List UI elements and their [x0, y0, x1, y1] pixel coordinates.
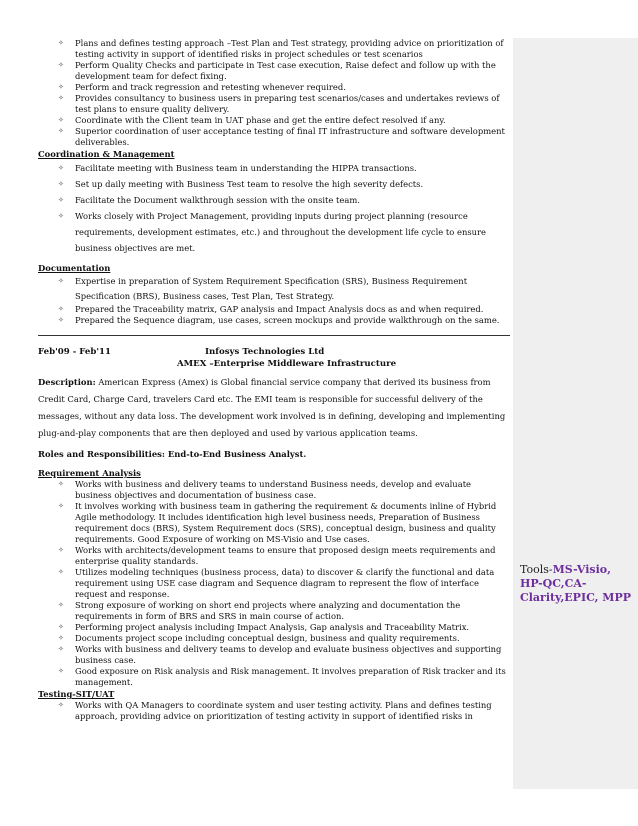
star-bullet-icon: ✧: [58, 83, 64, 91]
list-item: ✧ Works with QA Managers to coordinate system and user testing activity. Plans and defines testing approach, providing advice on prioritization of testing activity in support of identified risks in: [58, 700, 492, 721]
list-item: ✧ It involves working with business team in gathering the requirement & documents inline of Hybrid Agile methodology. It includes identification high level business needs, Preparation of Business requirement docs (BRS), System Requirement docs (SRS), conceptual design, business and quality requirements. Good Exposure of working on MS-Visio and Use cases.: [58, 501, 497, 544]
star-bullet-icon: ✧: [58, 667, 64, 675]
roles-line: Roles and Responsibilities: End-to-End Business Analyst.: [38, 449, 307, 459]
star-bullet-icon: ✧: [58, 634, 64, 642]
list-item: ✧ Coordinate with the Client team in UAT phase and get the entire defect resolved if any.: [58, 115, 446, 125]
star-bullet-icon: ✧: [58, 196, 64, 204]
list-item: ✧ Perform Quality Checks and participate in Test case execution, Raise defect and follow up with the development team for defect fixing.: [58, 60, 496, 81]
star-bullet-icon: ✧: [58, 502, 64, 510]
job-description: [38, 374, 510, 442]
documentation-list: [38, 274, 510, 326]
tools-label: Tools-: [520, 563, 553, 576]
list-item: ✧ Works with business and delivery teams to develop and evaluate business objectives and supporting business case.: [58, 644, 502, 665]
coordination-list: [38, 160, 510, 256]
list-item: ✧ Perform and track regression and retesting whenever required.: [58, 82, 346, 92]
star-bullet-icon: ✧: [58, 39, 64, 47]
list-item: ✧ Provides consultancy to business users in preparing test scenarios/cases and undertakes reviews of test plans to ensure quality delivery.: [58, 93, 500, 114]
star-bullet-icon: ✧: [58, 568, 64, 576]
list-item: ✧ Works closely with Project Management, providing inputs during project planning (resource requirements, development estimates, etc.) and throughout the development life cycle to ensure business objectives are met.: [38, 208, 510, 256]
testing-heading: Testing-SIT/UAT: [38, 689, 115, 699]
documentation-heading: Documentation: [38, 263, 111, 273]
list-item: ✧ Utilizes modeling techniques (business process, data) to discover & clarify the functional and data requirement using USE case diagram and Sequence diagram to represent the flow of interface request and response.: [58, 567, 495, 599]
star-bullet-icon: ✧: [58, 94, 64, 102]
star-bullet-icon: ✧: [58, 277, 64, 285]
star-bullet-icon: ✧: [58, 546, 64, 554]
list-item: ✧ Set up daily meeting with Business Test team to resolve the high severity defects.: [38, 176, 510, 192]
tools-value: MS-Visio, HP-QC,CA-Clarity,EPIC, MPP: [520, 563, 632, 604]
list-item: ✧ Good exposure on Risk analysis and Risk management. It involves preparation of Risk tracker and its management.: [58, 666, 506, 687]
main-content: [38, 38, 510, 722]
star-bullet-icon: ✧: [58, 164, 64, 172]
star-bullet-icon: ✧: [58, 623, 64, 631]
list-item: ✧ Documents project scope including conceptual design, business and quality requirements.: [58, 633, 460, 643]
sidebar-panel: [513, 38, 638, 789]
star-bullet-icon: ✧: [58, 127, 64, 135]
tools-note: [520, 563, 632, 605]
list-item: ✧ Facilitate the Document walkthrough session with the onsite team.: [38, 192, 510, 208]
list-item: ✧ Prepared the Sequence diagram, use cases, screen mockups and provide walkthrough on the same.: [58, 315, 500, 325]
star-bullet-icon: ✧: [58, 61, 64, 69]
star-bullet-icon: ✧: [58, 116, 64, 124]
list-item: ✧ Facilitate meeting with Business team in understanding the HIPPA transactions.: [38, 160, 510, 176]
description-label: Description:: [38, 377, 96, 387]
list-item: ✧ Plans and defines testing approach –Test Plan and Test strategy, providing advice on prioritization of testing activity in support of identified risks in project schedules or test scenarios: [58, 38, 504, 59]
star-bullet-icon: ✧: [58, 180, 64, 188]
list-item: ✧ Superior coordination of user acceptance testing of final IT infrastructure and software development deliverables.: [58, 126, 505, 147]
testing-list: [38, 700, 510, 722]
list-item: ✧ Works with business and delivery teams to understand Business needs, develop and evaluate business objectives and documentation of business case.: [58, 479, 472, 500]
star-bullet-icon: ✧: [58, 316, 64, 324]
list-item: ✧ Performing project analysis including Impact Analysis, Gap analysis and Traceability Matrix.: [58, 622, 470, 632]
requirement-analysis-heading: Requirement Analysis: [38, 468, 141, 478]
job-header: [38, 346, 510, 372]
top-bullet-list: [38, 38, 510, 148]
company-name: Infosys Technologies Ltd: [205, 347, 325, 357]
coordination-heading: Coordination & Management: [38, 149, 175, 159]
requirement-analysis-list: [38, 479, 510, 688]
description-text: American Express (Amex) is Global financial service company that derived its business from Credit Card, Charge Card, travelers Card etc. The EMI team is responsible for successful delivery of the messages, without any data loss. The development work involved is in defining, developing and implementing plug-and-play components that are then deployed and used by various application teams.: [38, 377, 506, 438]
section-divider: [38, 335, 510, 336]
job-dates: Feb'09 - Feb'11: [38, 347, 111, 357]
project-name: AMEX –Enterprise Middleware Infrastructure: [177, 359, 397, 369]
list-item: ✧ Strong exposure of working on short end projects where analyzing and documentation the requirements in form of BRS and SRS in main course of action.: [58, 600, 461, 621]
star-bullet-icon: ✧: [58, 305, 64, 313]
star-bullet-icon: ✧: [58, 480, 64, 488]
list-item: ✧ Works with architects/development teams to ensure that proposed design meets requirements and enterprise quality standards.: [58, 545, 496, 566]
star-bullet-icon: ✧: [58, 212, 64, 220]
star-bullet-icon: ✧: [58, 645, 64, 653]
list-item: ✧ Prepared the Traceability matrix, GAP analysis and Impact Analysis docs as and when required.: [58, 304, 484, 314]
star-bullet-icon: ✧: [58, 701, 64, 709]
star-bullet-icon: ✧: [58, 601, 64, 609]
list-item: ✧ Expertise in preparation of System Requirement Specification (SRS), Business Requirement Specification (BRS), Business cases, Test Plan, Test Strategy.: [58, 276, 468, 301]
